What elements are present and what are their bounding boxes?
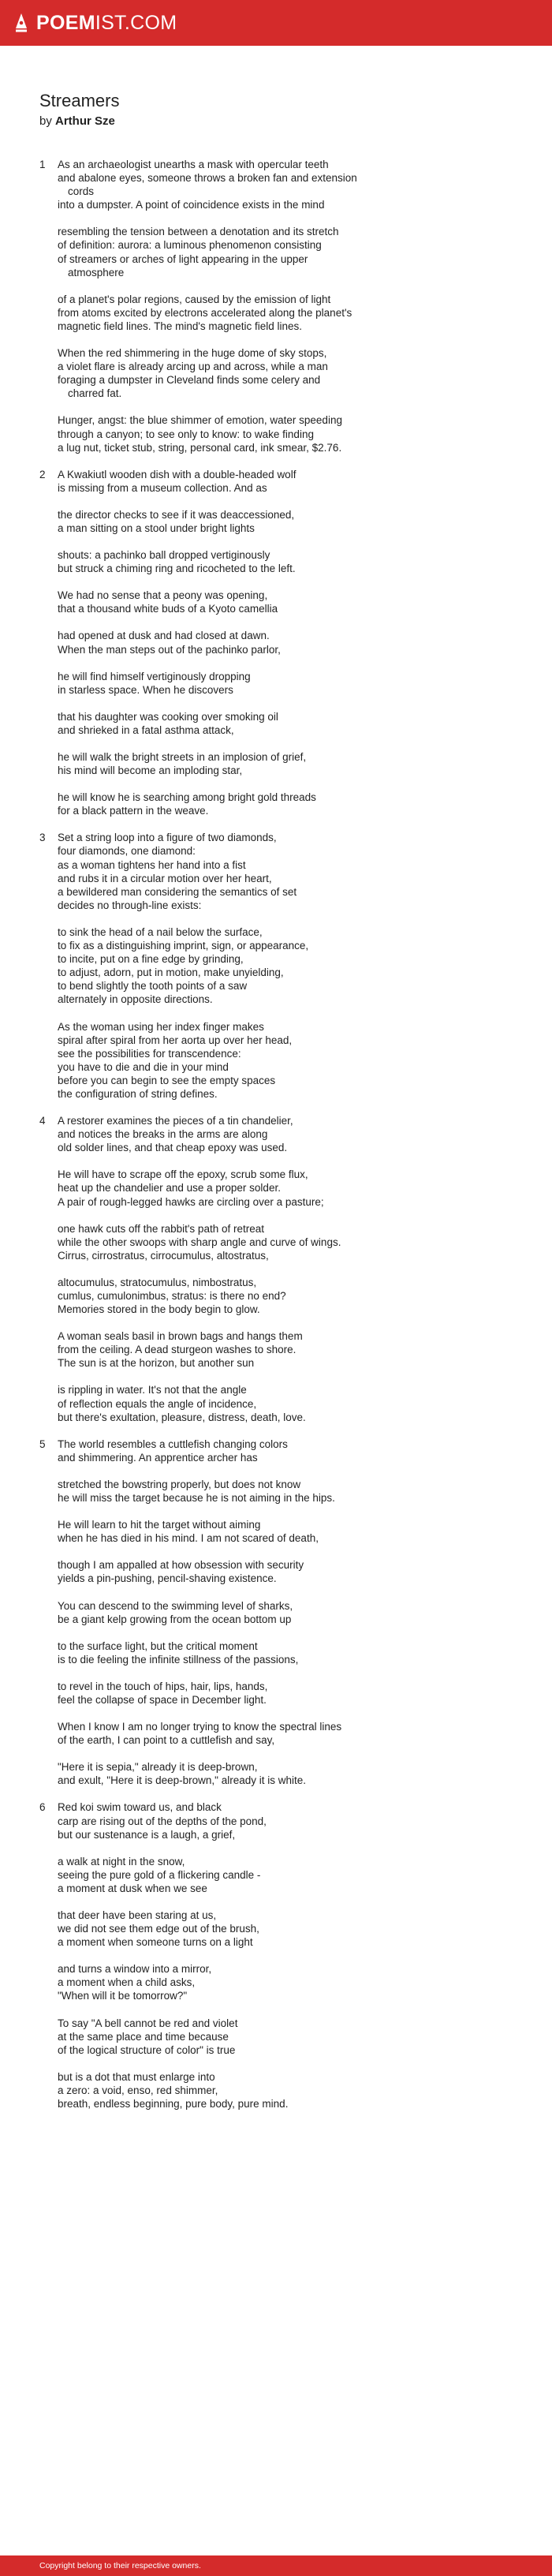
poem-line: for a black pattern in the weave. [58, 805, 209, 817]
site-header [0, 0, 552, 46]
poem-line: he will find himself vertiginously dropping [58, 670, 251, 682]
poem-line: and shrieked in a fatal asthma attack, [58, 723, 234, 736]
poem-line: He will learn to hit the target without aiming [58, 1519, 261, 1531]
stanza [58, 1760, 552, 1787]
stanza [58, 1329, 552, 1370]
poem-line: from the ceiling. A dead sturgeon washes to shore. [58, 1344, 297, 1356]
poem-line: of a planet's polar regions, caused by the emission of light [58, 293, 331, 305]
quill-pen-icon [14, 13, 28, 33]
poem-line: charred fat. [68, 387, 122, 400]
stanza [58, 589, 552, 615]
poem-line: cords [68, 185, 95, 198]
poem-line: though I am appalled at how obsession with security [58, 1559, 304, 1572]
poem-line: and exult, "Here it is deep-brown," already it is white. [58, 1774, 306, 1787]
poem-line: Set a string loop into a figure of two diamonds, [58, 832, 277, 844]
poem-title: Streamers [39, 91, 120, 110]
poem-byline [39, 114, 552, 128]
poem-line: A pair of rough-legged hawks are circling over a pasture; [58, 1195, 324, 1208]
poem-line: but our sustenance is a laugh, a grief, [58, 1828, 236, 1841]
poem-line: We had no sense that a peony was opening, [58, 589, 268, 602]
poem-line: but struck a chiming ring and ricocheted to the left. [58, 563, 296, 575]
stanza [58, 831, 552, 912]
poem-line: while the other swoops with sharp angle and curve of wings. [58, 1236, 341, 1248]
stanza [58, 413, 552, 454]
poem-line: to fix as a distinguishing imprint, sign, or appearance, [58, 940, 309, 952]
poem-line: and turns a window into a mirror, [58, 1963, 212, 1976]
stanza [58, 750, 552, 777]
poem-line: seeing the pure gold of a flickering candle - [58, 1868, 261, 1881]
poem-line: You can descend to the swimming level of sharks, [58, 1599, 293, 1612]
poem-line: but there's exultation, pleasure, distress, death, love. [58, 1411, 306, 1423]
poem-line: see the possibilities for transcendence: [58, 1047, 241, 1060]
poem-line: cumlus, cumulonimbus, stratus: is there no end? [58, 1290, 286, 1302]
poem-line: of the earth, I can point to a cuttlefish and say, [58, 1734, 275, 1747]
poem-line: to incite, put on a fine edge by grinding, [58, 953, 244, 966]
poem-section [0, 1800, 552, 2111]
poem-line: Red koi swim toward us, and black [58, 1801, 222, 1814]
poem-line: A restorer examines the pieces of a tin chandelier, [58, 1115, 293, 1127]
stanza [58, 1962, 552, 2002]
poem-section [0, 1114, 552, 1424]
poem-line: at the same place and time because [58, 2030, 229, 2043]
stanza [58, 1720, 552, 1747]
stanza [58, 1114, 552, 1154]
poem-line: be a giant kelp growing from the ocean bottom up [58, 1613, 292, 1625]
stanza [58, 2070, 552, 2111]
poem-line: of reflection equals the angle of incidence, [58, 1397, 257, 1410]
stanza [58, 1438, 552, 1464]
poem-line: you have to die and die in your mind [58, 1060, 229, 1073]
poem-line: and notices the breaks in the arms are along [58, 1128, 268, 1141]
poem-line: and shimmering. An apprentice archer has [58, 1451, 258, 1464]
poem-line: Cirrus, cirrostratus, cirrocumulus, altostratus, [58, 1249, 269, 1262]
poem-line: "Here it is sepia," already it is deep-brown, [58, 1761, 258, 1774]
poem-line: and rubs it in a circular motion over her heart, [58, 872, 272, 884]
stanza [58, 1020, 552, 1101]
poem-line: When I know I am no longer trying to know the spectral lines [58, 1721, 342, 1733]
poem-line: in starless space. When he discovers [58, 683, 233, 696]
section-number: 3 [39, 832, 46, 844]
poem-line: to adjust, adorn, put in motion, make unyielding, [58, 966, 284, 979]
poem-line: is rippling in water. It's not that the angle [58, 1384, 247, 1396]
section-number: 2 [39, 468, 46, 480]
poem-line: is missing from a museum collection. And as [58, 481, 267, 494]
stanza [58, 548, 552, 575]
stanza [58, 346, 552, 400]
poem-line: carp are rising out of the depths of the pond, [58, 1815, 267, 1827]
poem-line: When the man steps out of the pachinko parlor, [58, 643, 281, 656]
site-logo[interactable]: POEMIST.COM [36, 11, 177, 34]
site-footer [0, 2555, 552, 2576]
poem-line: a moment when a child asks, [58, 1976, 196, 1989]
stanza [58, 791, 552, 817]
poem-line: he will walk the bright streets in an implosion of grief, [58, 751, 307, 763]
poem-line: that his daughter was cooking over smoking oil [58, 710, 278, 723]
poem-line: He will have to scrape off the epoxy, scrub some flux, [58, 1168, 308, 1181]
poem-line: Memories stored in the body begin to glow. [58, 1303, 260, 1316]
poem-line: as a woman tightens her hand into a fist [58, 858, 246, 871]
poem-line: a moment when someone turns on a light [58, 1936, 253, 1949]
stanza [58, 1639, 552, 1666]
poem-line: heat up the chandelier and use a proper solder. [58, 1182, 281, 1195]
poem-line: to revel in the touch of hips, hair, lips, hands, [58, 1680, 268, 1692]
stanza [58, 1168, 552, 1208]
poem-section [0, 468, 552, 818]
poem-header [0, 46, 552, 128]
stanza [58, 1680, 552, 1707]
stanza [58, 1518, 552, 1545]
poem-line: a moment at dusk when we see [58, 1882, 207, 1894]
poem-line: to sink the head of a nail below the surface, [58, 925, 263, 938]
poem-line: and abalone eyes, someone throws a broken fan and extension [58, 172, 357, 185]
poem-line: we did not see them edge out of the brush, [58, 1923, 259, 1935]
stanza [58, 1909, 552, 1949]
poem-line: that a thousand white buds of a Kyoto camellia [58, 603, 278, 615]
section-number: 4 [39, 1115, 46, 1127]
poem-line: a violet flare is already arcing up and across, while a man [58, 361, 328, 373]
poem-line: A woman seals basil in brown bags and hangs them [58, 1330, 303, 1343]
stanza [58, 1478, 552, 1505]
poem-line: spiral after spiral from her aorta up over her head, [58, 1034, 293, 1046]
poem-line: one hawk cuts off the rabbit's path of retreat [58, 1222, 264, 1235]
poem-line: feel the collapse of space in December light. [58, 1693, 267, 1706]
stanza [58, 629, 552, 656]
poem-line: a bewildered man considering the semantics of set [58, 885, 297, 898]
poem-line: alternately in opposite directions. [58, 993, 213, 1006]
poem-line: resembling the tension between a denotation and its stretch [58, 226, 339, 238]
stanza [58, 1558, 552, 1585]
stanza [58, 710, 552, 737]
poem-line: foraging a dumpster in Cleveland finds some celery and [58, 374, 321, 387]
poem-line: that deer have been staring at us, [58, 1909, 217, 1921]
stanza [58, 508, 552, 535]
stanza [58, 2017, 552, 2057]
poem-line: Hunger, angst: the blue shimmer of emotion, water speeding [58, 414, 342, 427]
poem-line: To say "A bell cannot be red and violet [58, 2017, 238, 2029]
stanza [58, 1599, 552, 1626]
poem-body [0, 158, 552, 2111]
poem-line: A Kwakiutl wooden dish with a double-headed wolf [58, 468, 297, 480]
stanza [58, 1383, 552, 1423]
poem-line: of definition: aurora: a luminous phenomenon consisting [58, 239, 322, 252]
poem-line: he will miss the target because he is not aiming in the hips. [58, 1492, 335, 1505]
stanza [58, 1222, 552, 1262]
poem-line: shouts: a pachinko ball dropped vertiginously [58, 549, 270, 562]
poem-line: The sun is at the horizon, but another sun [58, 1357, 255, 1370]
poem-line: had opened at dusk and had closed at dawn. [58, 630, 270, 642]
section-number: 1 [39, 159, 46, 170]
by-label: by [39, 114, 52, 128]
stanza [58, 225, 552, 279]
poem-line: breath, endless beginning, pure body, pure mind. [58, 2098, 289, 2111]
poem-line: to the surface light, but the critical moment [58, 1639, 258, 1652]
poem-line: before you can begin to see the empty spaces [58, 1074, 276, 1086]
poem-line: old solder lines, and that cheap epoxy was used. [58, 1142, 288, 1154]
poem-line: As an archaeologist unearths a mask with opercular teeth [58, 159, 329, 170]
poem-line: When the red shimmering in the huge dome of sky stops, [58, 347, 327, 360]
poem-line: from atoms excited by electrons accelerated along the planet's [58, 306, 352, 319]
stanza [58, 925, 552, 1007]
poem-line: The world resembles a cuttlefish changing colors [58, 1438, 288, 1450]
stanza [58, 1276, 552, 1316]
poem-line: yields a pin-pushing, pencil-shaving existence. [58, 1572, 277, 1585]
poem-line: of streamers or arches of light appearing in the upper [58, 252, 308, 265]
poem-line: is to die feeling the infinite stillness of the passions, [58, 1653, 299, 1666]
poem-line: "When will it be tomorrow?" [58, 1990, 188, 2002]
poem-line: but is a dot that must enlarge into [58, 2070, 215, 2083]
author-name[interactable]: Arthur Sze [55, 114, 115, 128]
poem-line: decides no through-line exists: [58, 899, 202, 911]
poem-line: magnetic field lines. The mind's magnetic field lines. [58, 320, 302, 332]
section-number: 6 [39, 1801, 46, 1814]
poem-line: As the woman using her index finger makes [58, 1020, 264, 1033]
poem-line: a zero: a void, enso, red shimmer, [58, 2084, 218, 2096]
poem-line: altocumulus, stratocumulus, nimbostratus, [58, 1276, 257, 1288]
poem-line: stretched the bowstring properly, but does not know [58, 1478, 301, 1490]
copyright-text: Copyright belong to their respective owners. [39, 2561, 201, 2570]
section-number: 5 [39, 1438, 46, 1450]
poem-line: to bend slightly the tooth points of a saw [58, 980, 248, 993]
poem-section [0, 1438, 552, 1788]
poem-line: a man sitting on a stool under bright lights [58, 522, 255, 534]
poem-line: his mind will become an imploding star, [58, 765, 243, 777]
stanza [58, 670, 552, 697]
stanza [58, 158, 552, 211]
poem-line: the director checks to see if it was deaccessioned, [58, 508, 295, 521]
poem-line: when he has died in his mind. I am not scared of death, [58, 1532, 319, 1545]
poem-line: of the logical structure of color" is true [58, 2043, 236, 2056]
poem-line: four diamonds, one diamond: [58, 845, 196, 858]
poem-line: the configuration of string defines. [58, 1087, 218, 1100]
poem-section [0, 831, 552, 1101]
poem-line: through a canyon; to see only to know: to wake finding [58, 428, 314, 440]
stanza [58, 1800, 552, 1841]
poem-line: atmosphere [68, 266, 125, 279]
poem-line: into a dumpster. A point of coincidence exists in the mind [58, 199, 325, 211]
poem-line: a walk at night in the snow, [58, 1855, 185, 1868]
poem-section [0, 158, 552, 454]
stanza [58, 468, 552, 495]
poem-line: a lug nut, ticket stub, string, personal card, ink smear, $2.76. [58, 441, 342, 454]
stanza [58, 293, 552, 333]
poem-line: he will know he is searching among bright gold threads [58, 791, 316, 804]
stanza [58, 1855, 552, 1895]
